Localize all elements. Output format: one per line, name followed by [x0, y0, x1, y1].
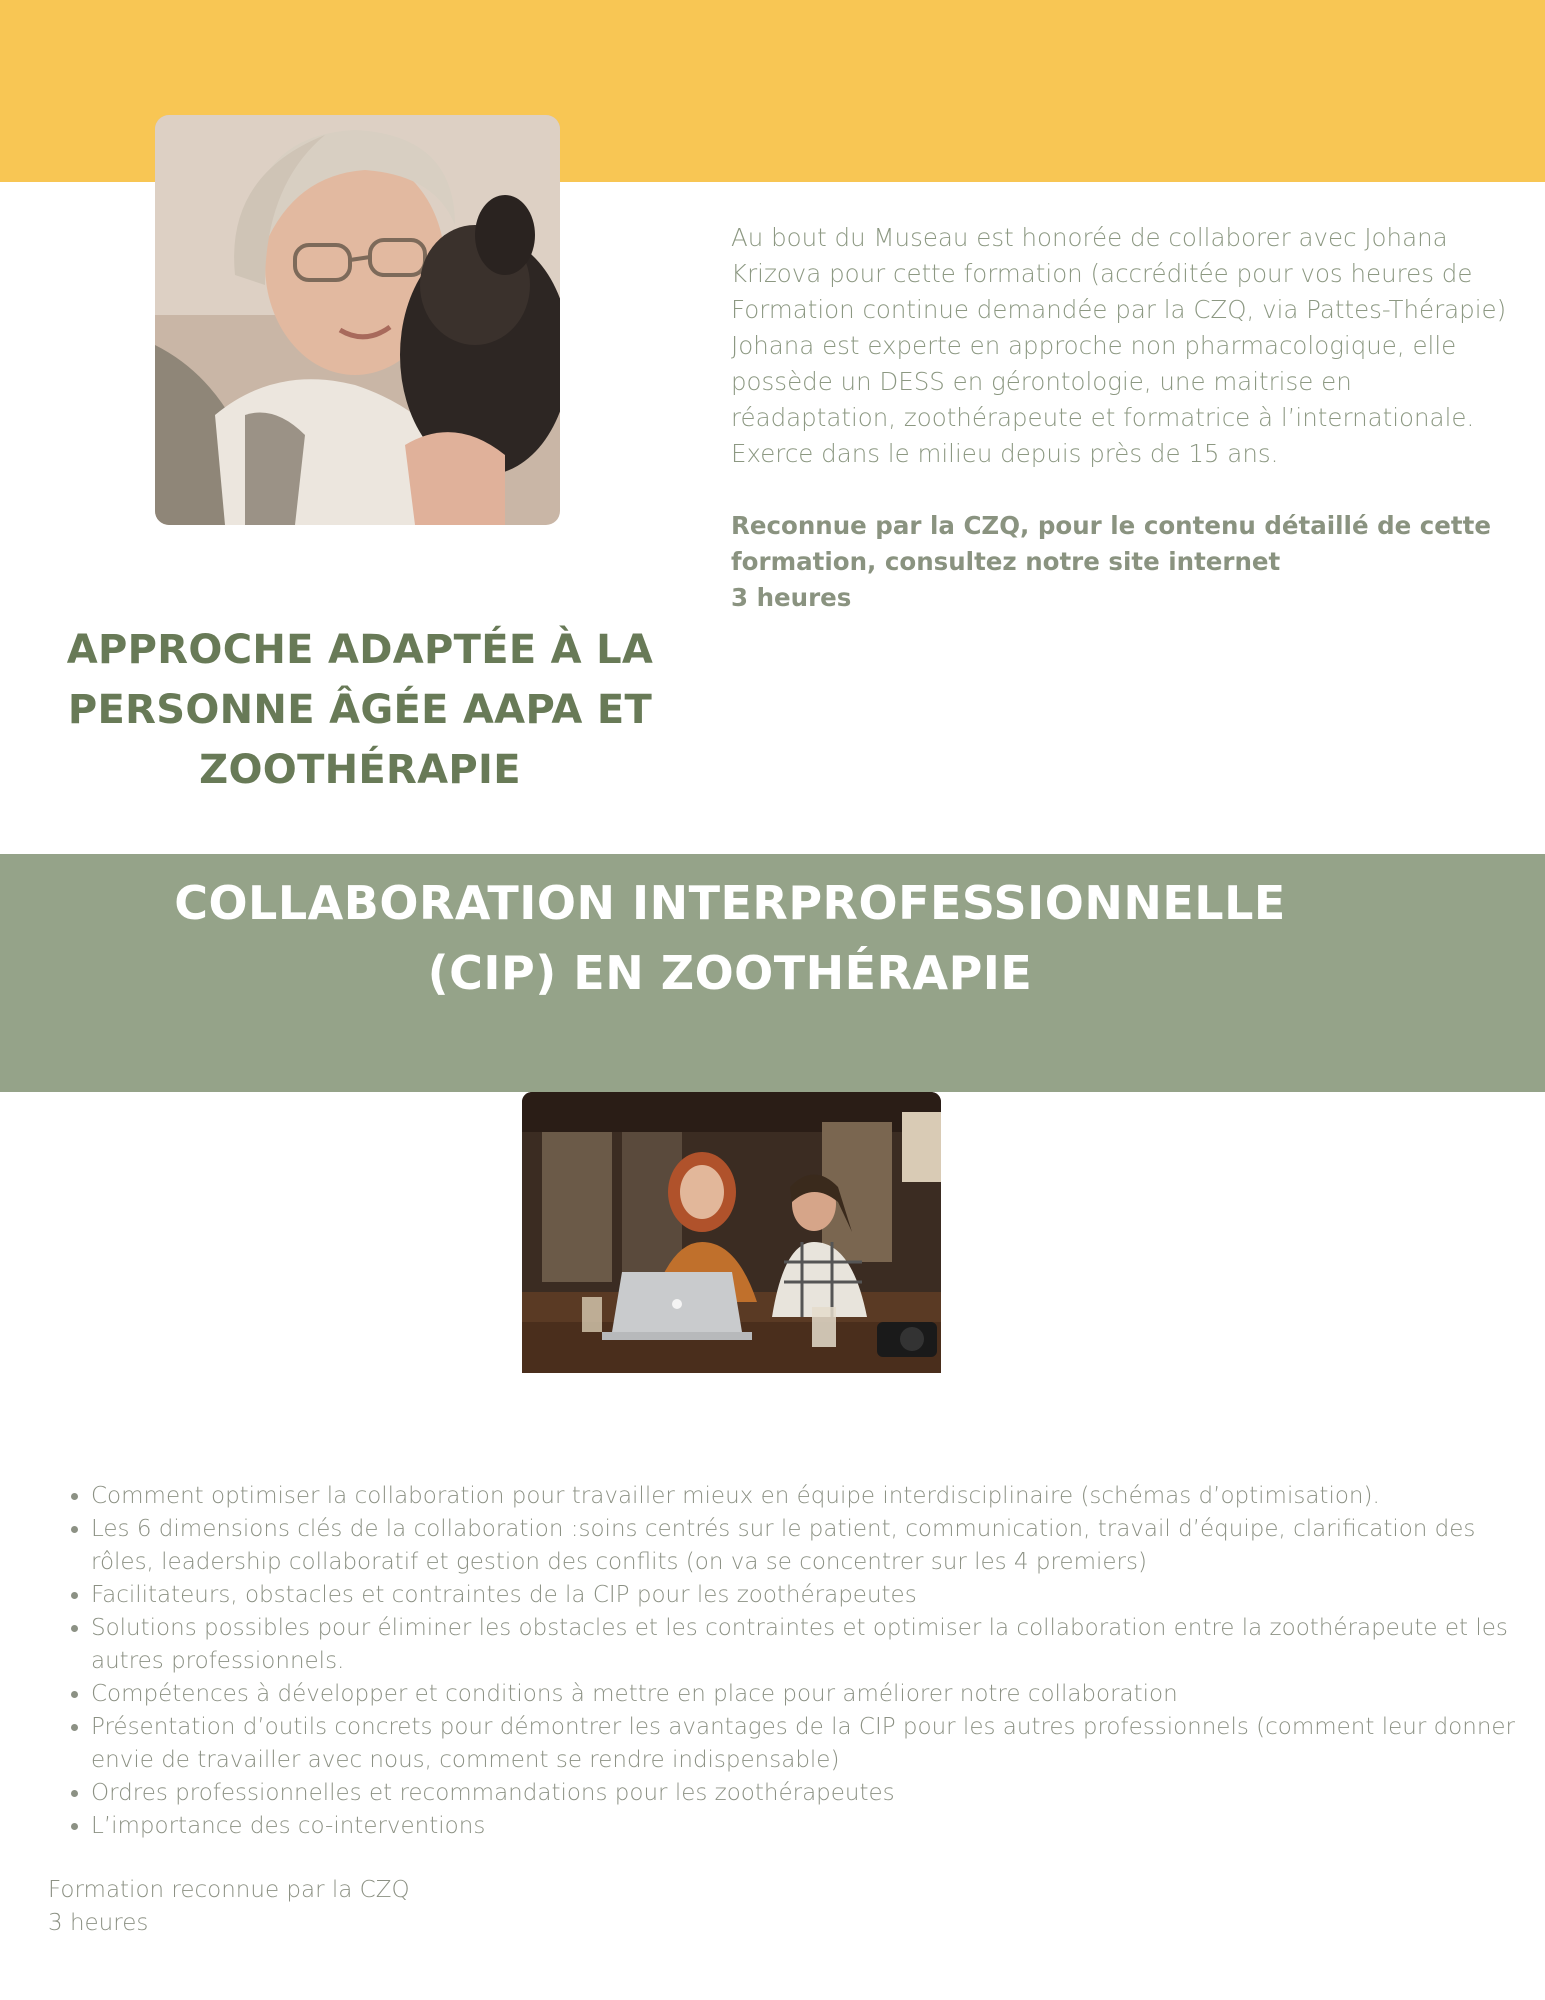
list-item: • L’importance des co-interventions — [91, 1810, 1536, 1843]
course2-topics-list — [48, 1480, 1536, 1843]
course2-footer — [48, 1874, 648, 1940]
course2-title-line-1: COLLABORATION INTERPROFESSIONNELLE — [174, 876, 1286, 930]
course2-duration: 3 heures — [48, 1910, 149, 1936]
recognition-note: Reconnue par la CZQ, pour le contenu détaillé de cette formation, consultez notre site internet — [731, 511, 1491, 576]
course2-title-line-2: (CIP) EN ZOOTHÉRAPIE — [427, 946, 1033, 1000]
trainer-intro — [731, 220, 1521, 616]
list-item: • Comment optimiser la collaboration pour travailler mieux en équipe interdisciplinaire (schémas d’optimisation). — [91, 1480, 1536, 1513]
list-item: • Solutions possibles pour éliminer les obstacles et les contraintes et optimiser la collaboration entre la zoothérapeute et les autres professionnels. — [91, 1612, 1536, 1678]
intro-paragraph-1: Au bout du Museau est honorée de collaborer avec Johana Krizova pour cette formation (accréditée pour vos heures de Formation continue demandée par la CZQ, via Pattes-Thérapie) — [731, 223, 1507, 324]
footer-recognition: Formation reconnue par la CZQ — [48, 1877, 410, 1903]
list-item: • Compétences à développer et conditions à mettre en place pour améliorer notre collaboration — [91, 1678, 1536, 1711]
list-item: • Présentation d’outils concrets pour démontrer les avantages de la CIP pour les autres professionnels (comment leur donner envie de travailler avec nous, comment se rendre indispensable) — [91, 1711, 1536, 1777]
list-item: • Ordres professionnelles et recommandations pour les zoothérapeutes — [91, 1777, 1536, 1810]
intro-paragraph-2: Johana est experte en approche non pharmacologique, elle possède un DESS en gérontologie, une maitrise en réadaptation, zoothérapeute et formatrice à l’internationale. Exerce dans le milieu depuis près de 15 ans. — [731, 331, 1475, 468]
two-colleagues-laptop-photo — [522, 1092, 941, 1373]
course1-title: APPROCHE ADAPTÉE À LA PERSONNE ÂGÉE AAPA ET ZOOTHÉRAPIE — [66, 627, 654, 793]
list-item: • Les 6 dimensions clés de la collaboration :soins centrés sur le patient, communication, travail d’équipe, clarification des rôles, leadership collaboratif et gestion des conflits (on va se concentrer sur les 4 premiers) — [91, 1513, 1536, 1579]
course1-duration: 3 heures — [731, 583, 852, 612]
list-item: • Facilitateurs, obstacles et contraintes de la CIP pour les zoothérapeutes — [91, 1579, 1536, 1612]
elderly-woman-with-dog-photo — [155, 115, 560, 525]
course2-title — [0, 868, 1460, 1008]
